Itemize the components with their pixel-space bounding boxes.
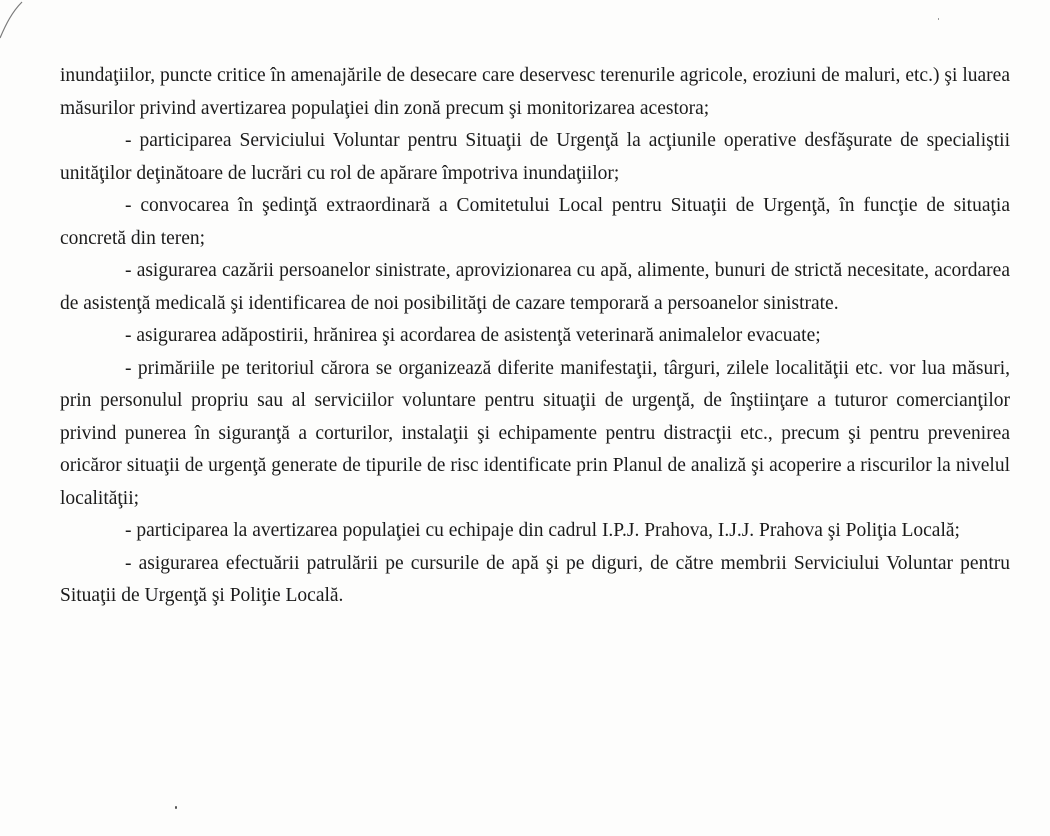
paragraph-extraordinary-meeting: - convocarea în şedinţă extraordinară a Comitetului Local pentru Situaţii de Urgenţă, în funcţie de situaţia concretă din teren; [60,195,1010,249]
paragraph-population-warning: - participarea la avertizarea populaţiei cu echipaje din cadrul I.P.J. Prahova, I.J.J. Prahova şi Poliţia Locală; [125,520,960,541]
paragraph-animal-shelter: - asigurarea adăpostirii, hrănirea şi acordarea de asistenţă veterinară animalelor evacuate; [125,325,821,346]
scan-corner-mark [0,0,24,40]
paragraph-continuation: inundaţiilor, puncte critice în amenajările de desecare care deservesc terenurile agricole, eroziuni de maluri, etc.) şi luarea măsurilor privind avertizarea populaţiei din zonă precum şi monitorizarea acestora; [60,65,1010,119]
paragraph-volunteer-service: - participarea Serviciului Voluntar pentru Situaţii de Urgenţă la acţiunile operative desfăşurate de specialiştii unităţilor deţinătoare de lucrări cu rol de apărare împotriva inundaţiilor; [60,130,1010,184]
scan-speck [175,806,177,809]
document-body [60,60,1010,613]
paragraph-patrols: - asigurarea efectuării patrulării pe cursurile de apă şi pe diguri, de către membrii Serviciului Voluntar pentru Situaţii de Urgenţă şi Poliţie Locală. [60,552,1010,606]
scan-speck [938,18,939,20]
paragraph-accommodation: - asigurarea cazării persoanelor sinistrate, aprovizionarea cu apă, alimente, bunuri de strictă necesitate, acordarea de asistenţă medicală şi identificarea de noi posibilităţi de cazare temporară a persoanelor sinistrate. [60,260,1010,314]
paragraph-town-halls: - primăriile pe teritoriul cărora se organizează diferite manifestaţii, târguri, zilele localităţii etc. vor lua măsuri, prin personulul propriu sau al serviciilor voluntare pentru situaţii de urgenţă, de înştiinţare a tuturor comercianţilor privind punerea în siguranţă a corturilor, instalaţii şi echipamente pentru distracţii etc., precum şi pentru prevenirea oricăror situaţii de urgenţă generate de tipurile de risc identificate prin Planul de analiză şi acoperire a riscurilor la nivelul localităţii; [60,357,1010,509]
